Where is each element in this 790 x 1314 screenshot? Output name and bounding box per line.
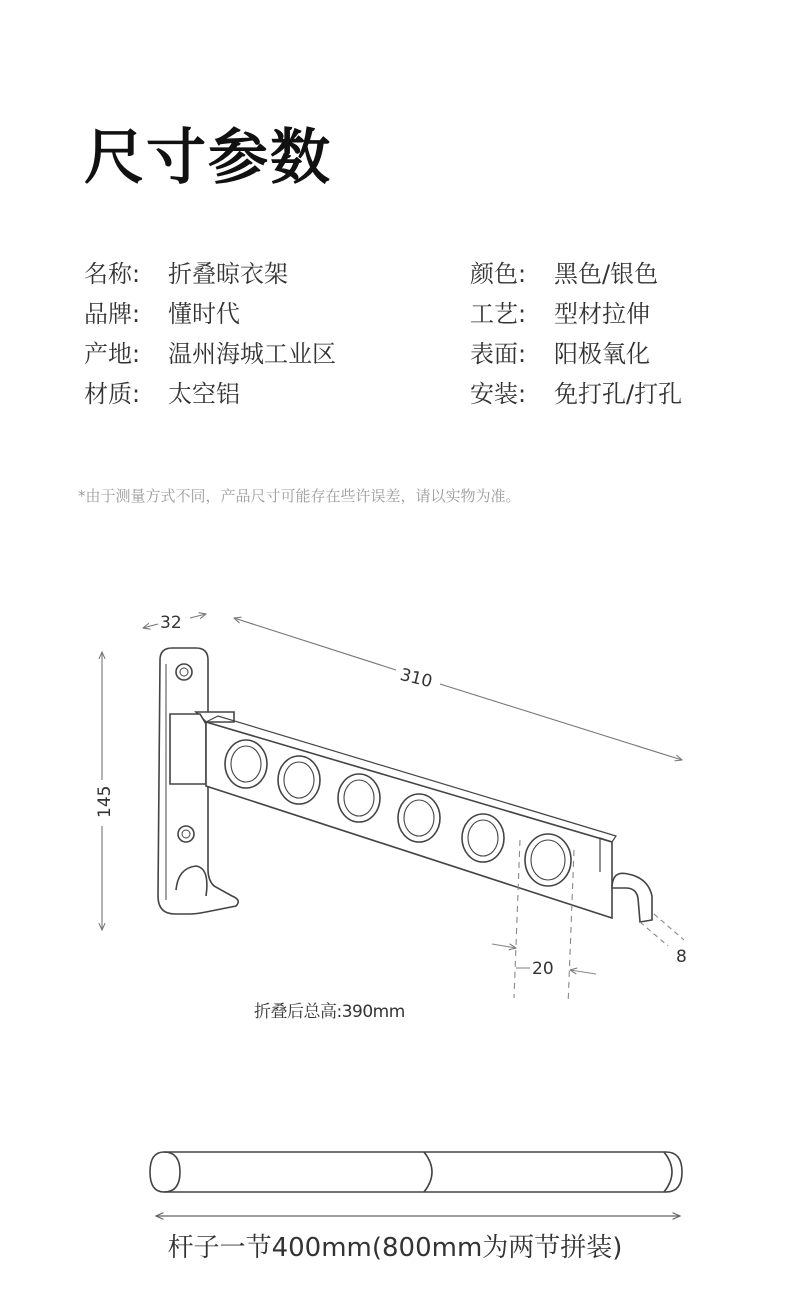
spec-key: 品牌:: [84, 300, 141, 328]
spec-key: 材质:: [84, 380, 141, 408]
spec-key: 表面:: [470, 340, 527, 368]
dim-depth-label: 32: [160, 613, 182, 633]
end-hook: [612, 873, 652, 922]
spec-key: 安装:: [470, 380, 527, 408]
spec-value: 懂时代: [168, 300, 240, 328]
spec-key: 名称:: [84, 260, 141, 288]
folded-height-label: 折叠后总高:390mm: [254, 1002, 405, 1022]
spec-value: 阳极氧化: [554, 340, 650, 368]
spec-value: 免打孔/打孔: [554, 380, 683, 408]
dim-length: [234, 618, 682, 760]
spec-row-surface: [470, 342, 650, 366]
spec-row-install: [470, 382, 682, 406]
dim-length-label: 310: [397, 664, 435, 693]
spec-key: 颜色:: [470, 260, 527, 288]
measurement-note: *由于测量方式不同，产品尺寸可能存在些许误差，请以实物为准。: [78, 487, 521, 505]
rod-body: [150, 1152, 682, 1192]
rod-diagram: [0, 1140, 790, 1230]
dim-height-label: 145: [95, 785, 115, 818]
spec-value: 黑色/银色: [554, 260, 659, 288]
spec-row-name: [84, 262, 288, 286]
spec-value: 太空铝: [168, 380, 240, 408]
spec-row-origin: [84, 342, 336, 366]
page-title: 尺寸参数: [84, 123, 332, 193]
spec-row-color: [470, 262, 658, 286]
dim-hook-thickness-label: 8: [676, 947, 687, 967]
spec-row-material: [84, 382, 240, 406]
spec-value: 温州海城工业区: [168, 340, 336, 368]
spec-row-process: [470, 302, 650, 326]
spec-key: 工艺:: [470, 300, 527, 328]
spec-value: 折叠晾衣架: [168, 260, 288, 288]
rod-length-label: 杆子一节400mm(800mm为两节拼装): [167, 1233, 623, 1263]
hanger-dimension-diagram: [0, 560, 790, 1000]
spec-value: 型材拉伸: [554, 300, 650, 328]
spec-row-brand: [84, 302, 240, 326]
dim-hole-spacing-label: 20: [532, 959, 554, 979]
spec-key: 产地:: [84, 340, 141, 368]
